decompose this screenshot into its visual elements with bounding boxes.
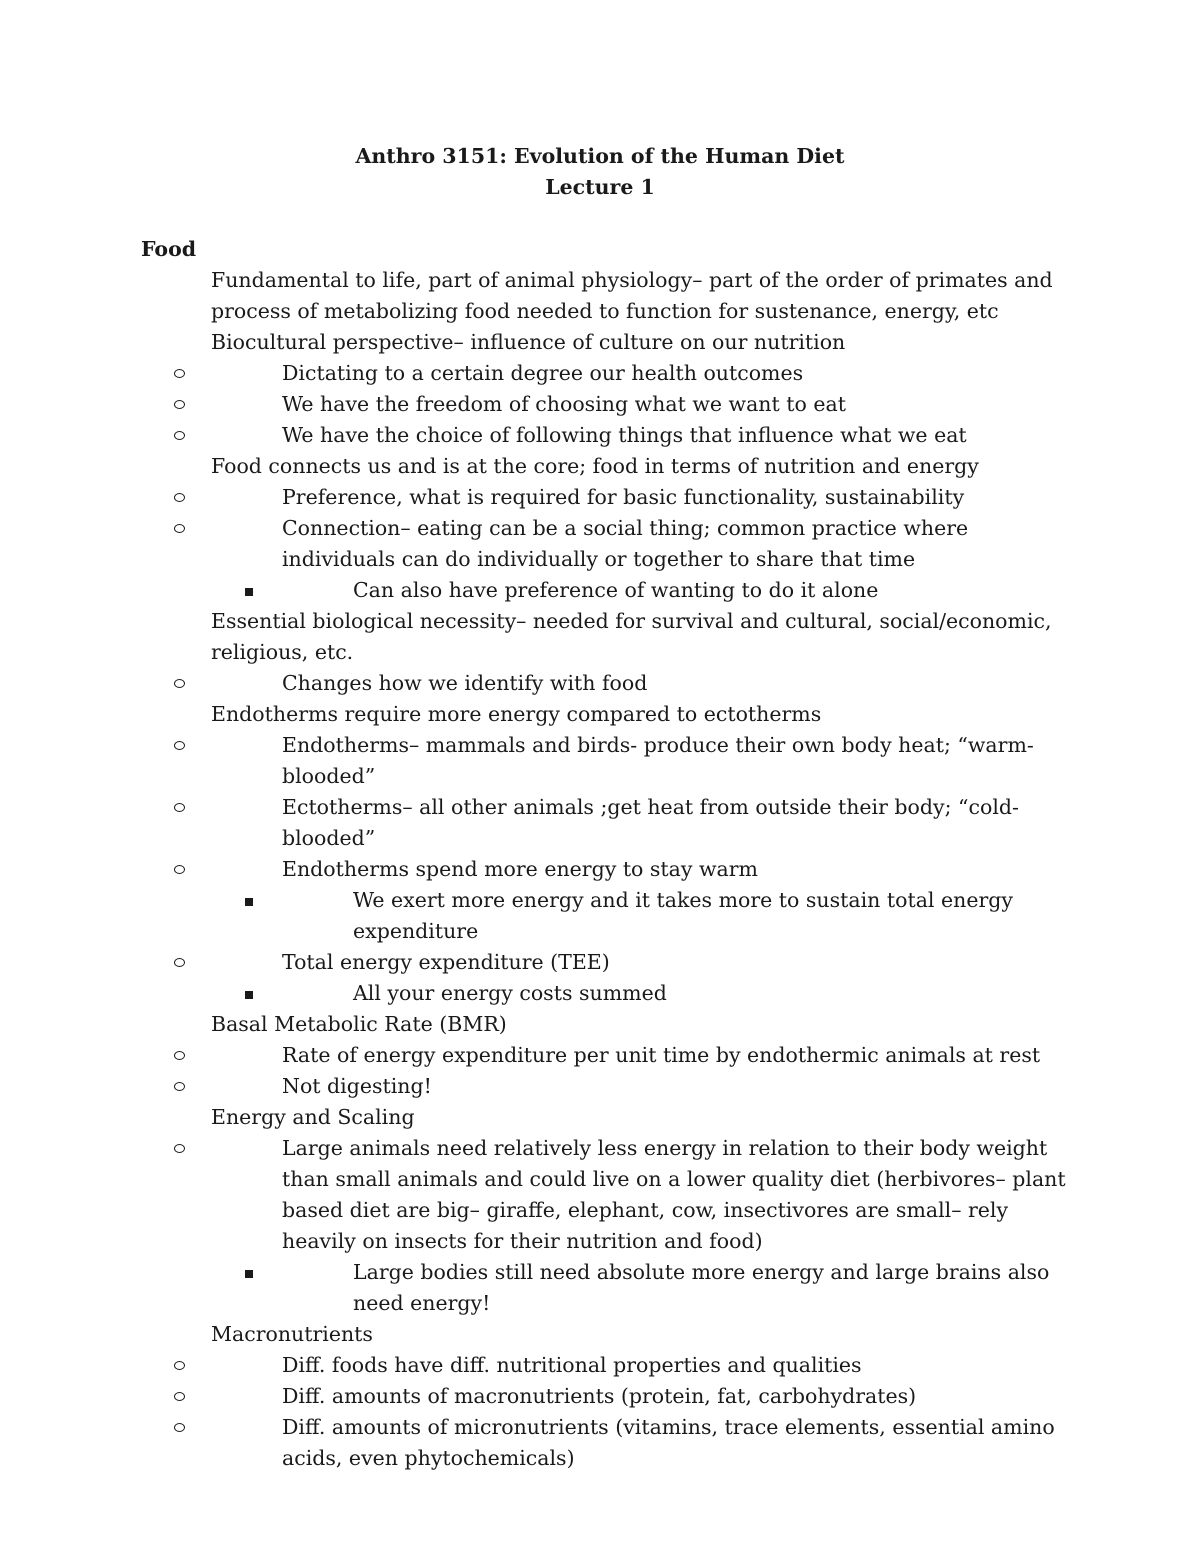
sub-list-item [211,482,1070,513]
sub-list-item [211,389,1070,420]
hollow-circle-bullet-icon [174,1051,185,1060]
sub-list [211,1133,1070,1319]
sub-list [211,668,1070,699]
sub-list [211,1350,1070,1474]
lecture-subtitle: Lecture 1 [545,175,655,199]
hollow-circle-bullet-icon [174,1423,185,1432]
sub-list-item [211,730,1070,792]
item-text: Essential biological necessity– needed for survival and cultural, social/economic, religious, etc. [211,609,1052,664]
sub-list-item [211,1040,1070,1071]
sub-list-item [211,1381,1070,1412]
sub-list-item [211,792,1070,854]
document-header [0,141,1200,203]
item-text: Macronutrients [211,1322,373,1346]
sub-list-item [211,947,1070,1009]
hollow-circle-bullet-icon [174,369,185,378]
item-text: Endotherms require more energy compared to ectotherms [211,702,822,726]
sub-list [211,358,1070,451]
sub-list-item [211,1071,1070,1102]
item-text: Can also have preference of wanting to do it alone [353,578,879,602]
bullet-list [0,265,1200,1474]
sub-list-item [211,420,1070,451]
sub-list [211,1040,1070,1102]
hollow-circle-bullet-icon [174,803,185,812]
item-text: Endotherms spend more energy to stay warm [282,857,758,881]
list-item [0,327,1200,451]
sub-list-item [211,1412,1070,1474]
sub-list [211,482,1070,606]
item-text: Large animals need relatively less energy in relation to their body weight than small animals and could live on a lower quality diet (herbivores– plant based diet are big– giraffe, elephant, cow, insectivores are small– rely heavily on insects for their nutrition and food) [282,1136,1066,1253]
item-text: We have the freedom of choosing what we want to eat [282,392,846,416]
sub-list [211,730,1070,1009]
item-text: Rate of energy expenditure per unit time by endothermic animals at rest [282,1043,1041,1067]
item-text: Total energy expenditure (TEE) [282,950,610,974]
sub-sub-list [282,885,1070,947]
hollow-circle-bullet-icon [174,1392,185,1401]
sub-list-item [211,668,1070,699]
hollow-circle-bullet-icon [174,679,185,688]
hollow-circle-bullet-icon [174,741,185,750]
item-text: Fundamental to life, part of animal physiology– part of the order of primates and process of metabolizing food needed to function for sustenance, energy, etc [211,268,1053,323]
list-item [0,1009,1200,1102]
hollow-circle-bullet-icon [174,865,185,874]
hollow-circle-bullet-icon [174,1361,185,1370]
sub-sub-list [282,978,1070,1009]
hollow-circle-bullet-icon [174,958,185,967]
sub-sub-list-item [282,885,1070,947]
item-text: Biocultural perspective– influence of culture on our nutrition [211,330,846,354]
list-item [0,1102,1200,1319]
item-text: We have the choice of following things that influence what we eat [282,423,967,447]
sub-list-item [211,1133,1070,1319]
list-item [0,265,1200,327]
item-text: Ectotherms– all other animals ;get heat from outside their body; “cold-blooded” [282,795,1019,850]
item-text: We exert more energy and it takes more to sustain total energy expenditure [353,888,1013,943]
item-text: Connection– eating can be a social thing; common practice where individuals can do individually or together to share that time [282,516,969,571]
hollow-circle-bullet-icon [174,524,185,533]
list-item [0,451,1200,606]
sub-sub-list-item [282,1257,1070,1319]
sub-list-item [211,358,1070,389]
item-text: Energy and Scaling [211,1105,415,1129]
item-text: Basal Metabolic Rate (BMR) [211,1012,507,1036]
hollow-circle-bullet-icon [174,493,185,502]
sub-list-item [211,854,1070,947]
item-text: Not digesting! [282,1074,432,1098]
hollow-circle-bullet-icon [174,1082,185,1091]
item-text: Endotherms– mammals and birds- produce their own body heat; “warm-blooded” [282,733,1034,788]
list-item [0,606,1200,699]
list-item [0,699,1200,1009]
sub-sub-list [282,575,1070,606]
item-text: Diff. foods have diff. nutritional properties and qualities [282,1353,862,1377]
square-bullet-icon [245,898,253,906]
square-bullet-icon [245,588,253,596]
sub-list-item [211,1350,1070,1381]
item-text: All your energy costs summed [353,981,667,1005]
item-text: Preference, what is required for basic functionality, sustainability [282,485,965,509]
item-text: Dictating to a certain degree our health outcomes [282,361,804,385]
list-item [0,1319,1200,1474]
item-text: Diff. amounts of macronutrients (protein, fat, carbohydrates) [282,1384,917,1408]
section-heading: Food [141,237,197,261]
document-title: Anthro 3151: Evolution of the Human Diet [355,144,845,168]
item-text: Large bodies still need absolute more energy and large brains also need energy! [353,1260,1050,1315]
sub-sub-list-item [282,978,1070,1009]
square-bullet-icon [245,1270,253,1278]
item-text: Diff. amounts of micronutrients (vitamins, trace elements, essential amino acids, even phytochemicals) [282,1415,1055,1470]
item-text: Changes how we identify with food [282,671,648,695]
sub-sub-list [282,1257,1070,1319]
hollow-circle-bullet-icon [174,400,185,409]
sub-sub-list-item [282,575,1070,606]
hollow-circle-bullet-icon [174,1144,185,1153]
item-text: Food connects us and is at the core; food in terms of nutrition and energy [211,454,979,478]
sub-list-item [211,513,1070,606]
hollow-circle-bullet-icon [174,431,185,440]
square-bullet-icon [245,991,253,999]
